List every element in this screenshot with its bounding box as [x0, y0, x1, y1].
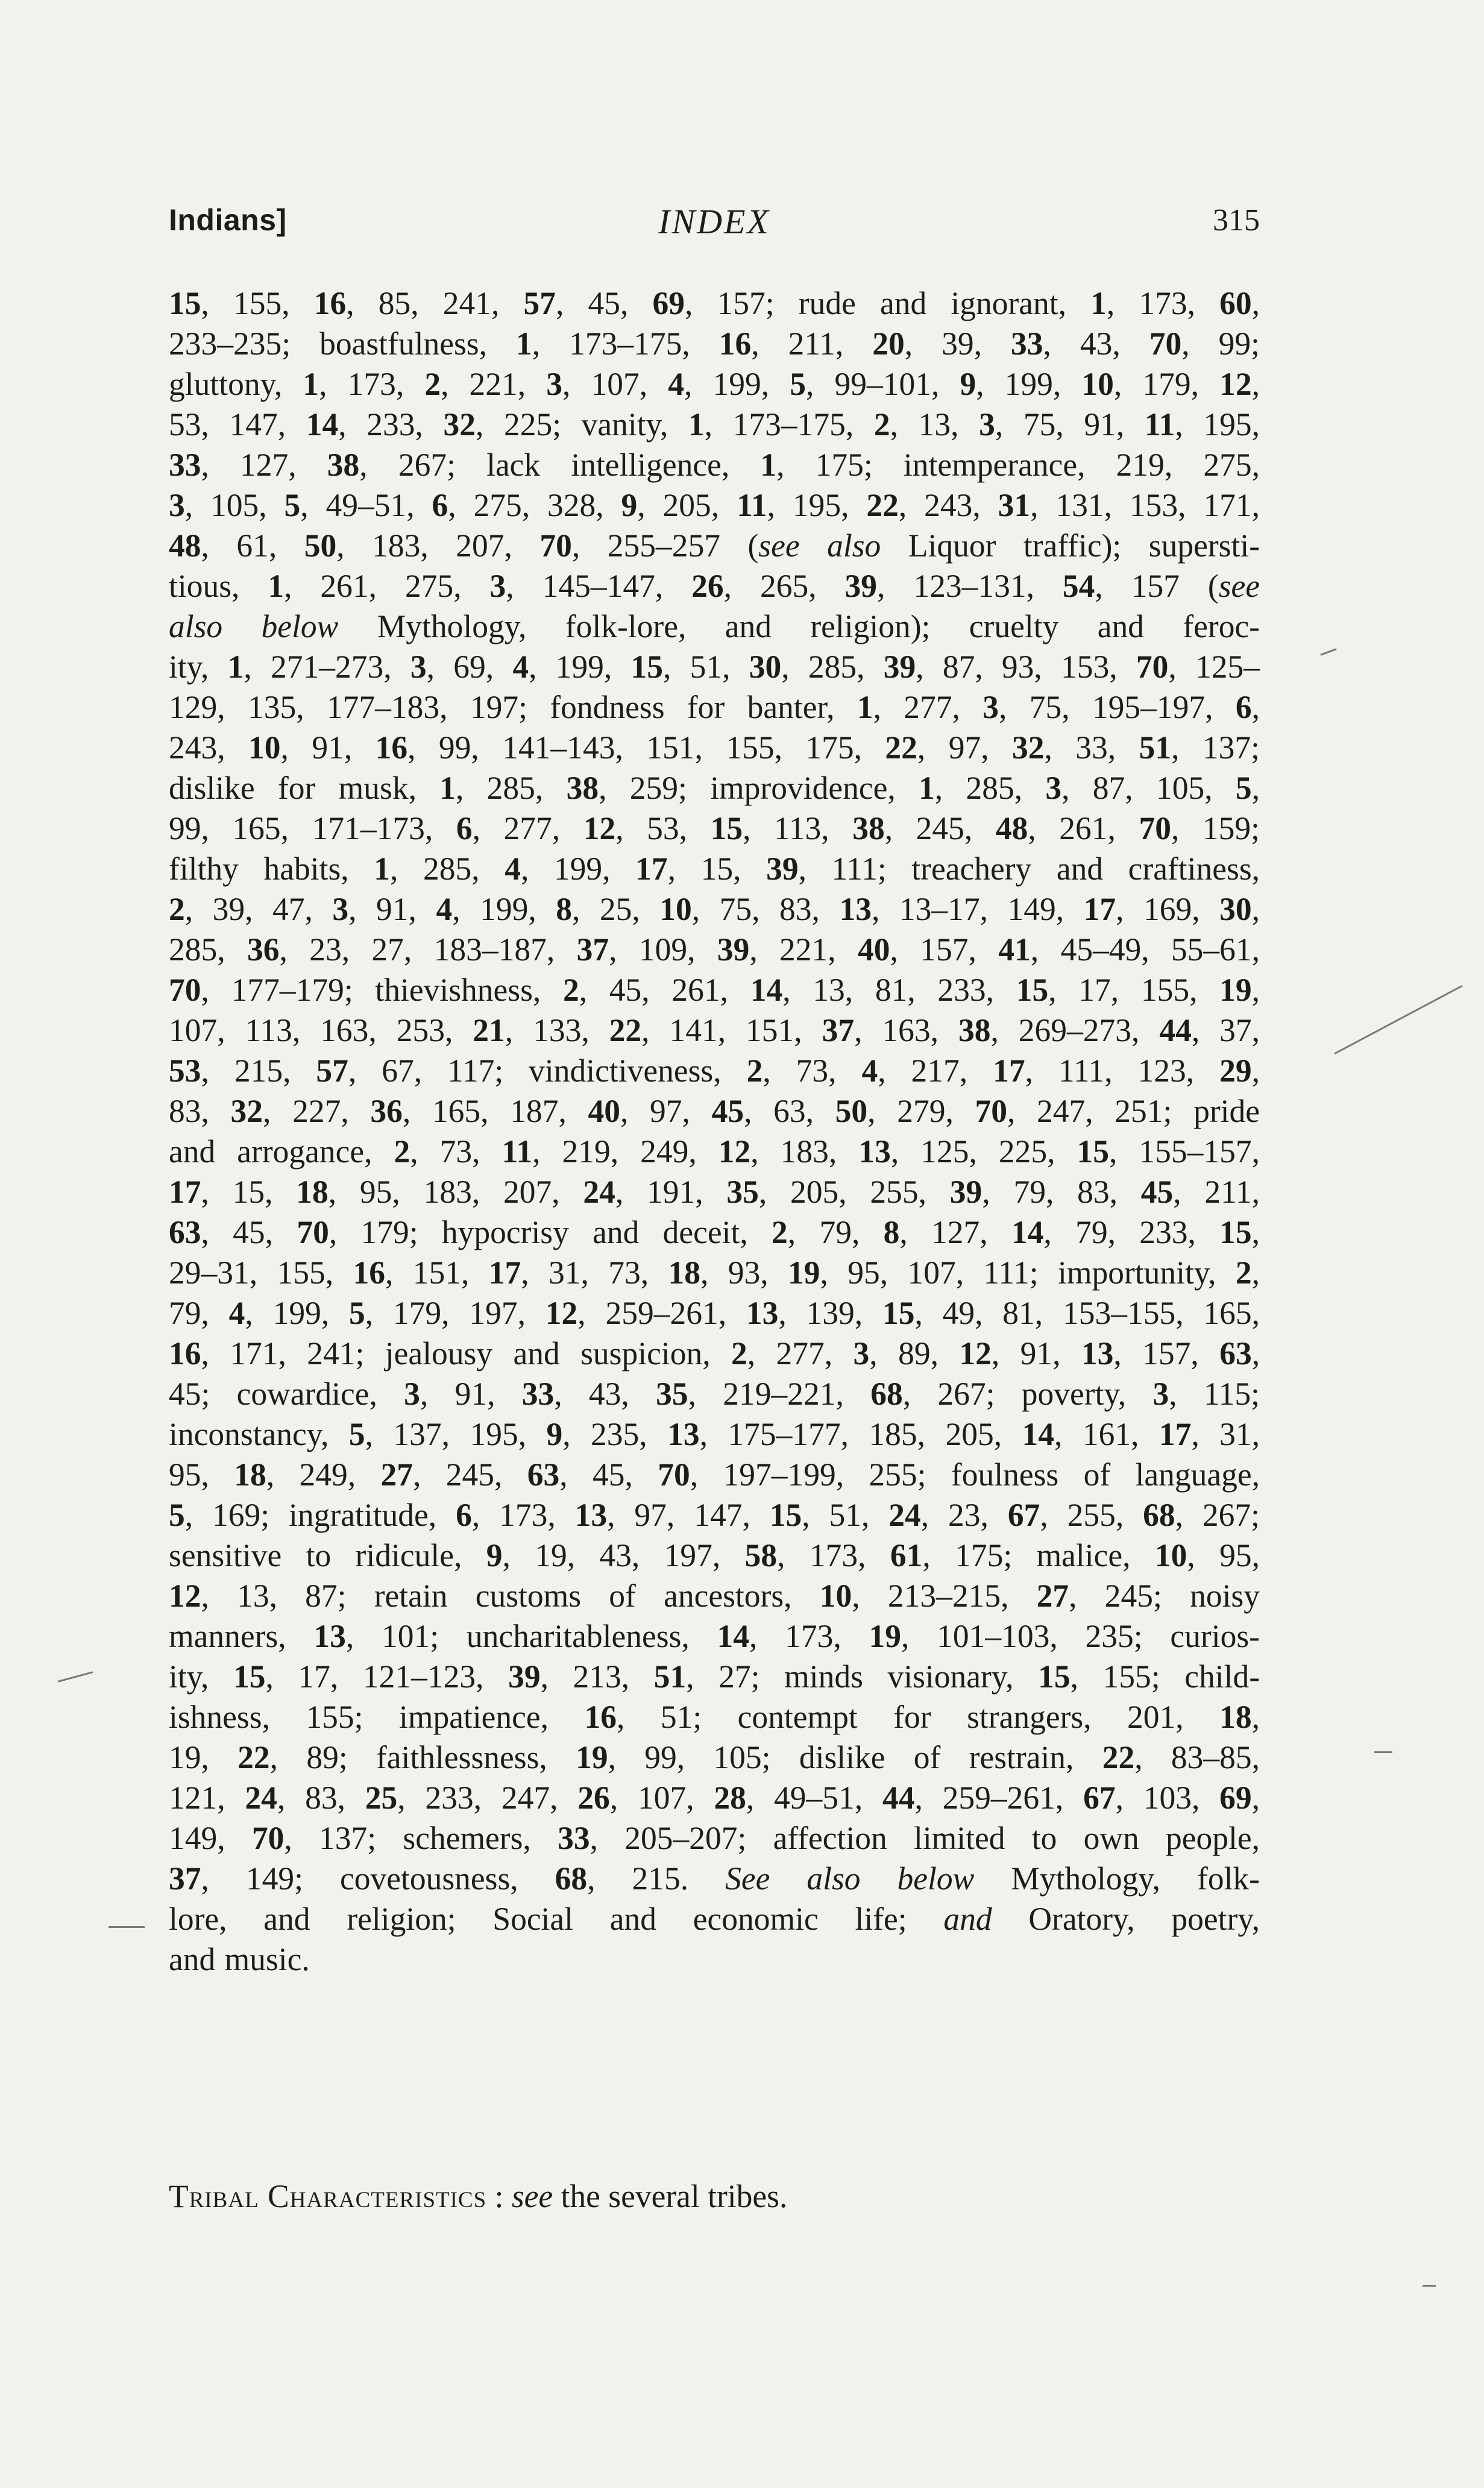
index-line: 121, 24, 83, 25, 233, 247, 26, 107, 28, 49–51, 44, 259–261, 67, 103, 69, — [169, 1780, 1260, 1816]
index-line: ishness, 155; impatience, 16, 51; contempt for strangers, 201, 18, — [169, 1699, 1260, 1735]
index-entry-body — [169, 283, 1260, 1980]
index-line: filthy habits, 1, 285, 4, 199, 17, 15, 39, 111; treachery and craftiness, — [169, 851, 1260, 887]
index-line: 3, 105, 5, 49–51, 6, 275, 328, 9, 205, 11, 195, 22, 243, 31, 131, 153, 171, — [169, 487, 1260, 523]
index-line: gluttony, 1, 173, 2, 221, 3, 107, 4, 199, 5, 99–101, 9, 199, 10, 179, 12, — [169, 366, 1260, 402]
index-line: 48, 61, 50, 183, 207, 70, 255–257 (see also Liquor traffic); supersti- — [169, 528, 1260, 564]
index-line: 12, 13, 87; retain customs of ancestors, 10, 213–215, 27, 245; noisy — [169, 1578, 1260, 1614]
index-line: also below Mythology, folk-lore, and religion); cruelty and feroc- — [169, 608, 1260, 644]
index-line: lore, and religion; Social and economic life; and Oratory, poetry, — [169, 1901, 1260, 1937]
see-reference: see — [511, 2178, 553, 2214]
index-line: 83, 32, 227, 36, 165, 187, 40, 97, 45, 63, 50, 279, 70, 247, 251; pride — [169, 1093, 1260, 1129]
tribal-characteristics-entry — [169, 2176, 787, 2217]
scan-mark — [1320, 648, 1336, 655]
scan-mark — [58, 1671, 93, 1682]
entry-heading: Tribal Characteristics — [169, 2178, 487, 2214]
index-line: sensitive to ridicule, 9, 19, 43, 197, 58, 173, 61, 175; malice, 10, 95, — [169, 1537, 1260, 1573]
index-line: 53, 147, 14, 233, 32, 225; vanity, 1, 173–175, 2, 13, 3, 75, 91, 11, 195, — [169, 406, 1260, 442]
index-line: 15, 155, 16, 85, 241, 57, 45, 69, 157; rude and ignorant, 1, 173, 60, — [169, 285, 1260, 321]
index-line: 70, 177–179; thievishness, 2, 45, 261, 14, 13, 81, 233, 15, 17, 155, 19, — [169, 972, 1260, 1008]
index-line: 285, 36, 23, 27, 183–187, 37, 109, 39, 221, 40, 157, 41, 45–49, 55–61, — [169, 931, 1260, 968]
index-line: 33, 127, 38, 267; lack intelligence, 1, 175; intemperance, 219, 275, — [169, 447, 1260, 483]
index-line: 107, 113, 163, 253, 21, 133, 22, 141, 151, 37, 163, 38, 269–273, 44, 37, — [169, 1012, 1260, 1048]
index-line: inconstancy, 5, 137, 195, 9, 235, 13, 175–177, 185, 205, 14, 161, 17, 31, — [169, 1416, 1260, 1452]
index-line: 29–31, 155, 16, 151, 17, 31, 73, 18, 93, 19, 95, 107, 111; importunity, 2, — [169, 1255, 1260, 1291]
index-line: 37, 149; covetousness, 68, 215. See also below Mythology, folk- — [169, 1860, 1260, 1897]
index-line: ity, 15, 17, 121–123, 39, 213, 51, 27; minds visionary, 15, 155; child- — [169, 1658, 1260, 1695]
index-line: manners, 13, 101; uncharitableness, 14, 173, 19, 101–103, 235; curios- — [169, 1618, 1260, 1654]
index-line: 149, 70, 137; schemers, 33, 205–207; affection limited to own people, — [169, 1820, 1260, 1856]
index-line: 129, 135, 177–183, 197; fondness for banter, 1, 277, 3, 75, 195–197, 6, — [169, 689, 1260, 725]
index-line: 17, 15, 18, 95, 183, 207, 24, 191, 35, 205, 255, 39, 79, 83, 45, 211, — [169, 1174, 1260, 1210]
scan-mark — [1334, 985, 1462, 1054]
running-header — [169, 203, 1260, 251]
scan-mark — [1423, 2285, 1436, 2287]
index-line: 16, 171, 241; jealousy and suspicion, 2, 277, 3, 89, 12, 91, 13, 157, 63, — [169, 1335, 1260, 1372]
index-line: 79, 4, 199, 5, 179, 197, 12, 259–261, 13, 139, 15, 49, 81, 153–155, 165, — [169, 1295, 1260, 1331]
scan-mark — [1374, 1751, 1392, 1753]
index-line: and music. — [169, 1941, 310, 1977]
index-line: 2, 39, 47, 3, 91, 4, 199, 8, 25, 10, 75, 83, 13, 13–17, 149, 17, 169, 30, — [169, 891, 1260, 927]
index-line: 233–235; boastfulness, 1, 173–175, 16, 211, 20, 39, 33, 43, 70, 99; — [169, 326, 1260, 362]
entry-separator: : — [486, 2178, 512, 2214]
index-page — [169, 181, 1260, 2351]
index-line: 63, 45, 70, 179; hypocrisy and deceit, 2, 79, 8, 127, 14, 79, 233, 15, — [169, 1214, 1260, 1250]
index-line: 45; cowardice, 3, 91, 33, 43, 35, 219–221, 68, 267; poverty, 3, 115; — [169, 1376, 1260, 1412]
page-title: INDEX — [658, 202, 770, 241]
index-line: 5, 169; ingratitude, 6, 173, 13, 97, 147, 15, 51, 24, 23, 67, 255, 68, 267; — [169, 1497, 1260, 1533]
entry-target: the several tribes. — [553, 2178, 788, 2214]
index-line: 95, 18, 249, 27, 245, 63, 45, 70, 197–199, 255; foulness of language, — [169, 1457, 1260, 1493]
page-number: 315 — [1213, 203, 1260, 238]
index-line: 243, 10, 91, 16, 99, 141–143, 151, 155, 175, 22, 97, 32, 33, 51, 137; — [169, 729, 1260, 766]
index-line: dislike for musk, 1, 285, 38, 259; improvidence, 1, 285, 3, 87, 105, 5, — [169, 770, 1260, 806]
index-line: and arrogance, 2, 73, 11, 219, 249, 12, 183, 13, 125, 225, 15, 155–157, — [169, 1133, 1260, 1170]
index-line: tious, 1, 261, 275, 3, 145–147, 26, 265, 39, 123–131, 54, 157 (see — [169, 568, 1260, 604]
index-line: 53, 215, 57, 67, 117; vindictiveness, 2, 73, 4, 217, 17, 111, 123, 29, — [169, 1053, 1260, 1089]
scan-mark — [108, 1926, 145, 1928]
index-line: ity, 1, 271–273, 3, 69, 4, 199, 15, 51, 30, 285, 39, 87, 93, 153, 70, 125– — [169, 649, 1260, 685]
running-head: Indians] — [169, 203, 287, 237]
index-line: 99, 165, 171–173, 6, 277, 12, 53, 15, 113, 38, 245, 48, 261, 70, 159; — [169, 810, 1260, 846]
index-line: 19, 22, 89; faithlessness, 19, 99, 105; dislike of restrain, 22, 83–85, — [169, 1739, 1260, 1775]
